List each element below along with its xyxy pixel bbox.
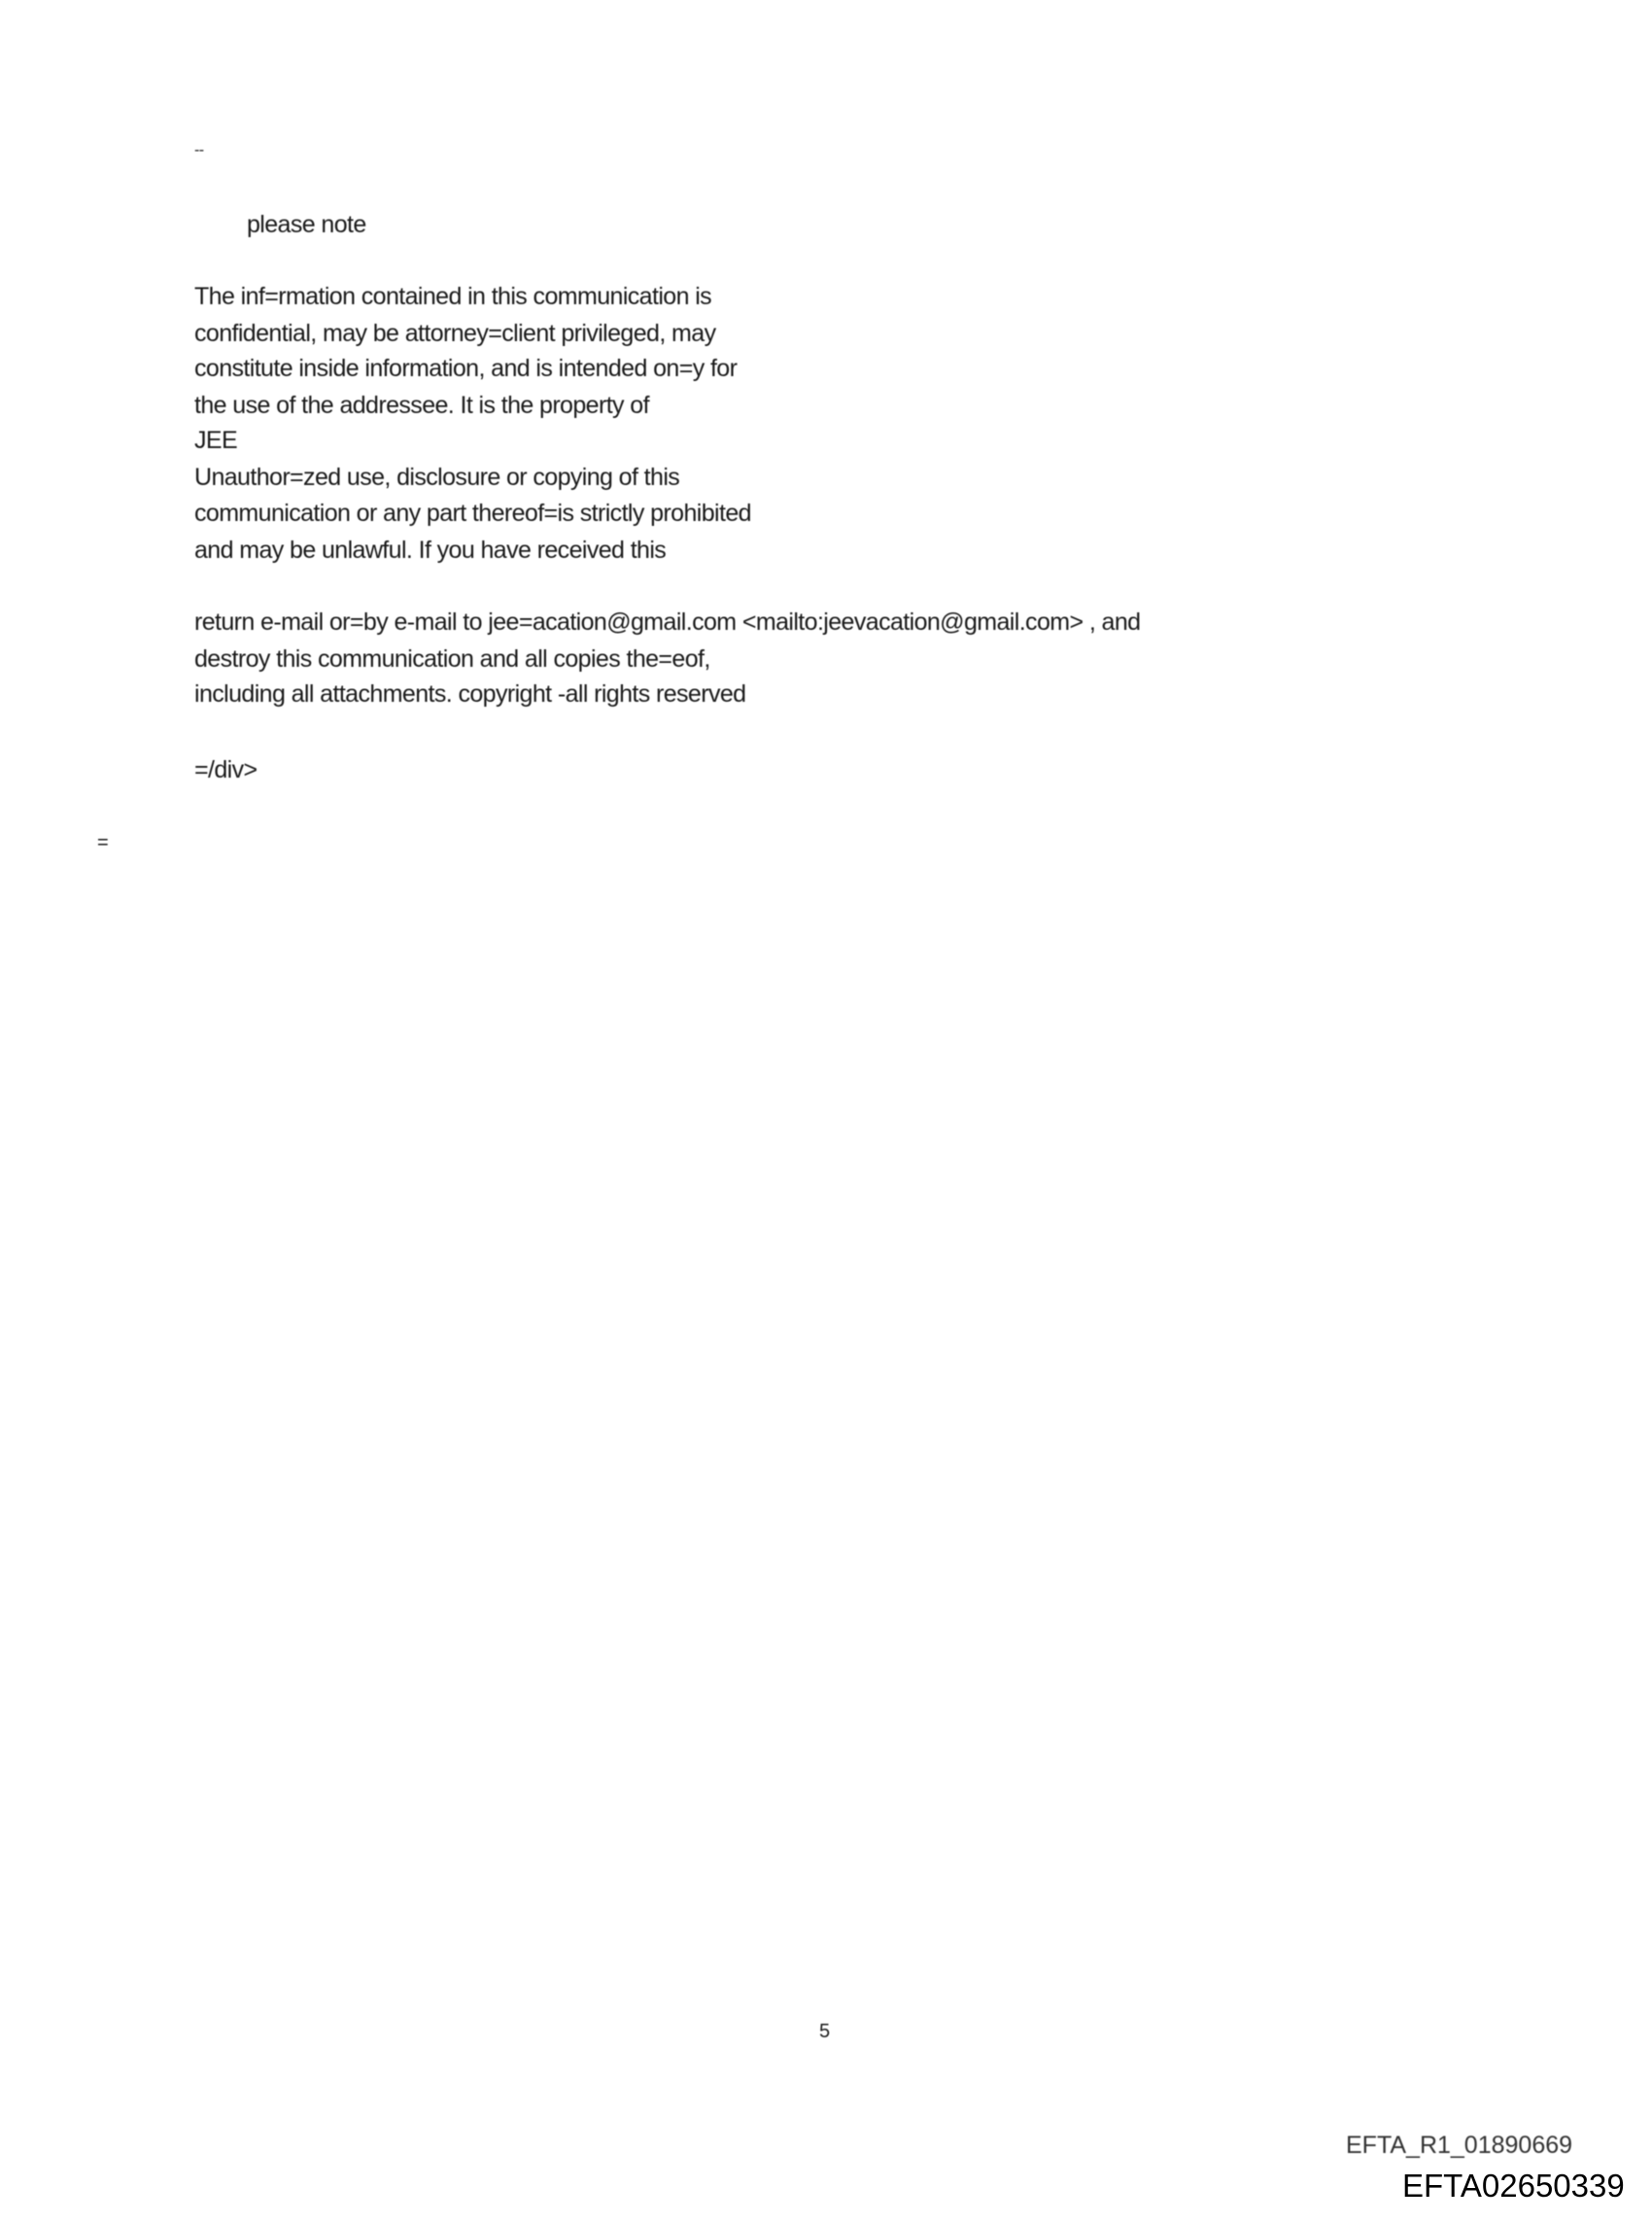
separator: -- <box>194 142 204 158</box>
paragraph-line: including all attachments. copyright -all rights reserved <box>194 680 746 708</box>
please-note: please note <box>247 211 366 238</box>
div-close-text: =/div> <box>194 756 258 783</box>
paragraph-line: communication or any part thereof=is strictly prohibited <box>194 500 751 527</box>
page-number: 5 <box>819 2021 830 2042</box>
paragraph-line: constitute inside information, and is intended on=y for <box>194 355 738 382</box>
paragraph-line: return e-mail or=by e-mail to jee=acation@gmail.com <mailto:jeevacation@gmail.com> , and <box>194 608 1141 636</box>
paragraph-line: confidential, may be attorney=client privileged, may <box>194 320 716 347</box>
paragraph-line: and may be unlawful. If you have received this <box>194 537 667 564</box>
paragraph-line: the use of the addressee. It is the property of <box>194 392 649 419</box>
paragraph-line: destroy this communication and all copies the=eof, <box>194 645 710 673</box>
bates-number: EFTA02650339 <box>1402 2168 1625 2204</box>
paragraph-line: JEE <box>194 427 238 454</box>
paragraph-line: Unauthor=zed use, disclosure or copying of this <box>194 464 680 491</box>
bates-number-r1: EFTA_R1_01890669 <box>1346 2132 1573 2159</box>
trailing-equals: = <box>97 832 109 853</box>
paragraph-line: The inf=rmation contained in this communication is <box>194 283 712 310</box>
